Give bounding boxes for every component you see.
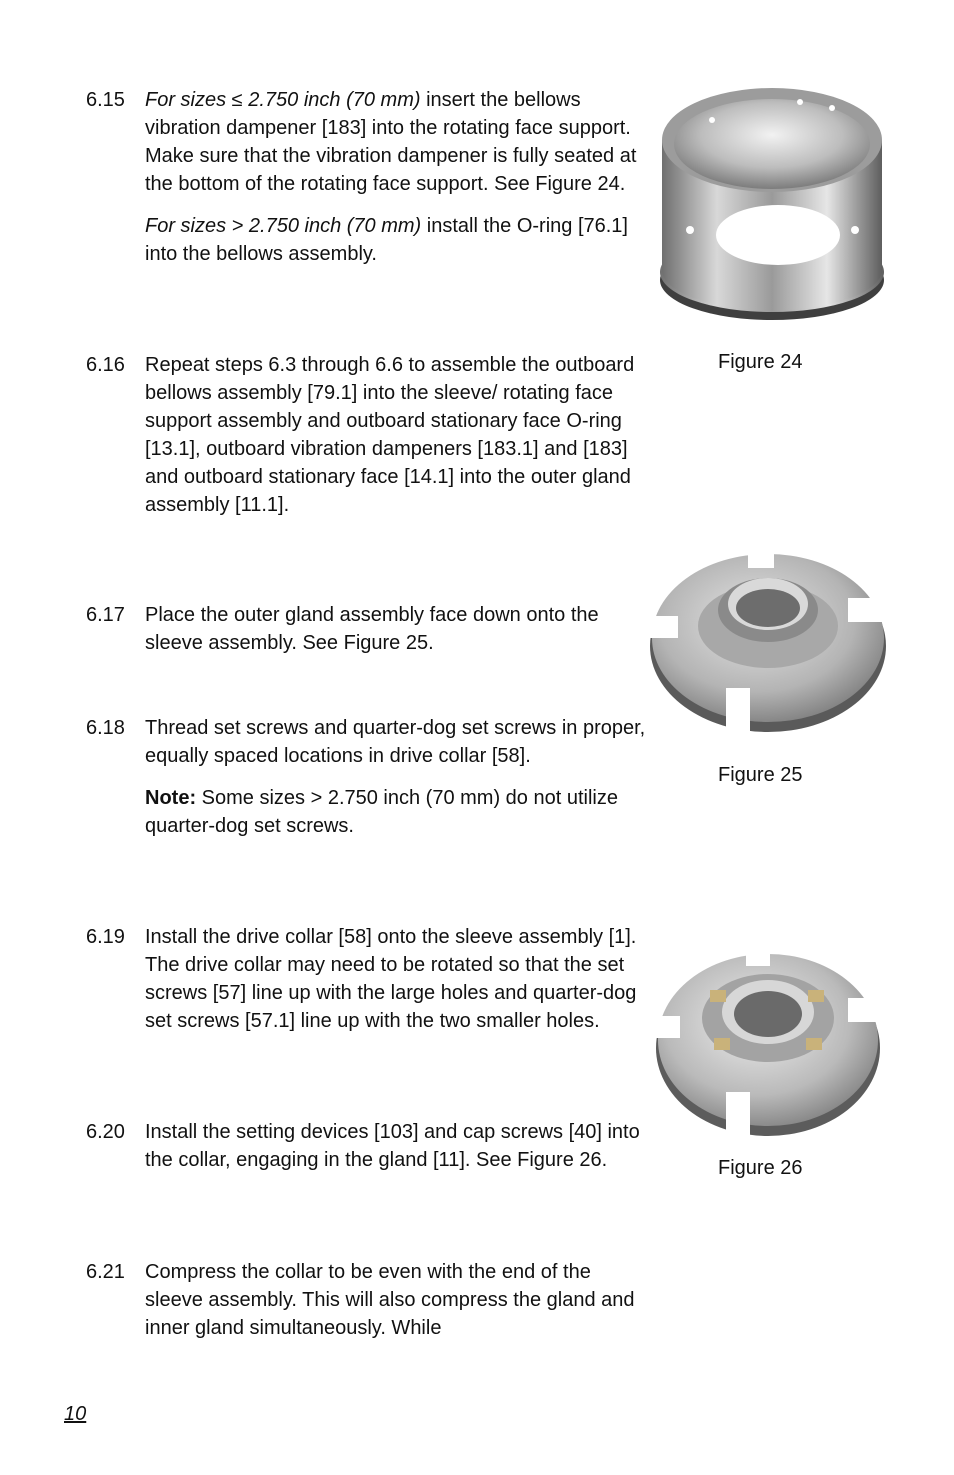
step-text: Install the setting devices [103] and cap screws [40] into the collar, engaging in the gland [11]. See Figure 26. xyxy=(145,1121,640,1171)
step-6-20 xyxy=(86,1118,646,1174)
step-text: Place the outer gland assembly face down onto the sleeve assembly. See Figure 25. xyxy=(145,604,599,654)
step-number: 6.18 xyxy=(86,717,125,739)
step-number: 6.15 xyxy=(86,89,125,111)
step-paragraph xyxy=(145,86,646,198)
step-text: Install the drive collar [58] onto the sleeve assembly [1]. The drive collar may need to be rotated so that the set screws [57] line up with the large holes and quarter-dog set screws [57.1] line up with the two smaller holes. xyxy=(145,926,637,1032)
figure-26-caption: Figure 26 xyxy=(718,1157,803,1179)
step-text: Compress the collar to be even with the end of the sleeve assembly. This will also compress the gland and inner gland simultaneously. While xyxy=(145,1261,635,1339)
step-6-21 xyxy=(86,1258,646,1342)
note-text: Some sizes > 2.750 inch (70 mm) do not utilize quarter-dog set screws. xyxy=(145,787,618,837)
step-text: Repeat steps 6.3 through 6.6 to assemble the outboard bellows assembly [79.1] into the sleeve/ rotating face support assembly and outboard stationary face O-ring [13.1], outboard vibration dampeners [183.1] and [183] and outboard stationary face [14.1] into the outer gland assembly [11.1]. xyxy=(145,354,635,516)
note xyxy=(145,784,646,840)
figure-25-image xyxy=(648,538,888,738)
figure-25-caption: Figure 25 xyxy=(718,764,803,786)
step-6-17 xyxy=(86,601,646,657)
step-text: insert the bellows vibration dampener [183] into the rotating face support. Make sure that the vibration dampener is fully seated at the bottom of the rotating face support. See Figure 24. xyxy=(145,89,637,195)
step-text: Thread set screws and quarter-dog set screws in proper, equally spaced locations in drive collar [58]. xyxy=(145,717,646,767)
size-condition: For sizes > 2.750 inch (70 mm) xyxy=(145,215,422,237)
note-label: Note: xyxy=(145,787,197,809)
step-number: 6.17 xyxy=(86,604,125,626)
size-condition: For sizes ≤ 2.750 inch (70 mm) xyxy=(145,89,421,111)
step-number: 6.21 xyxy=(86,1261,125,1283)
step-number: 6.19 xyxy=(86,926,125,948)
step-number: 6.16 xyxy=(86,354,125,376)
figure-24-caption: Figure 24 xyxy=(718,351,803,373)
figure-26-image xyxy=(652,932,884,1142)
step-6-18 xyxy=(86,714,646,840)
step-text: install the O-ring [76.1] into the bellows assembly. xyxy=(145,215,628,265)
page-number: 10 xyxy=(64,1403,87,1425)
step-6-16 xyxy=(86,351,646,519)
step-6-19 xyxy=(86,923,646,1035)
step-6-15 xyxy=(86,86,646,268)
step-number: 6.20 xyxy=(86,1121,125,1143)
figure-24-image xyxy=(650,80,890,330)
step-paragraph xyxy=(145,212,646,268)
